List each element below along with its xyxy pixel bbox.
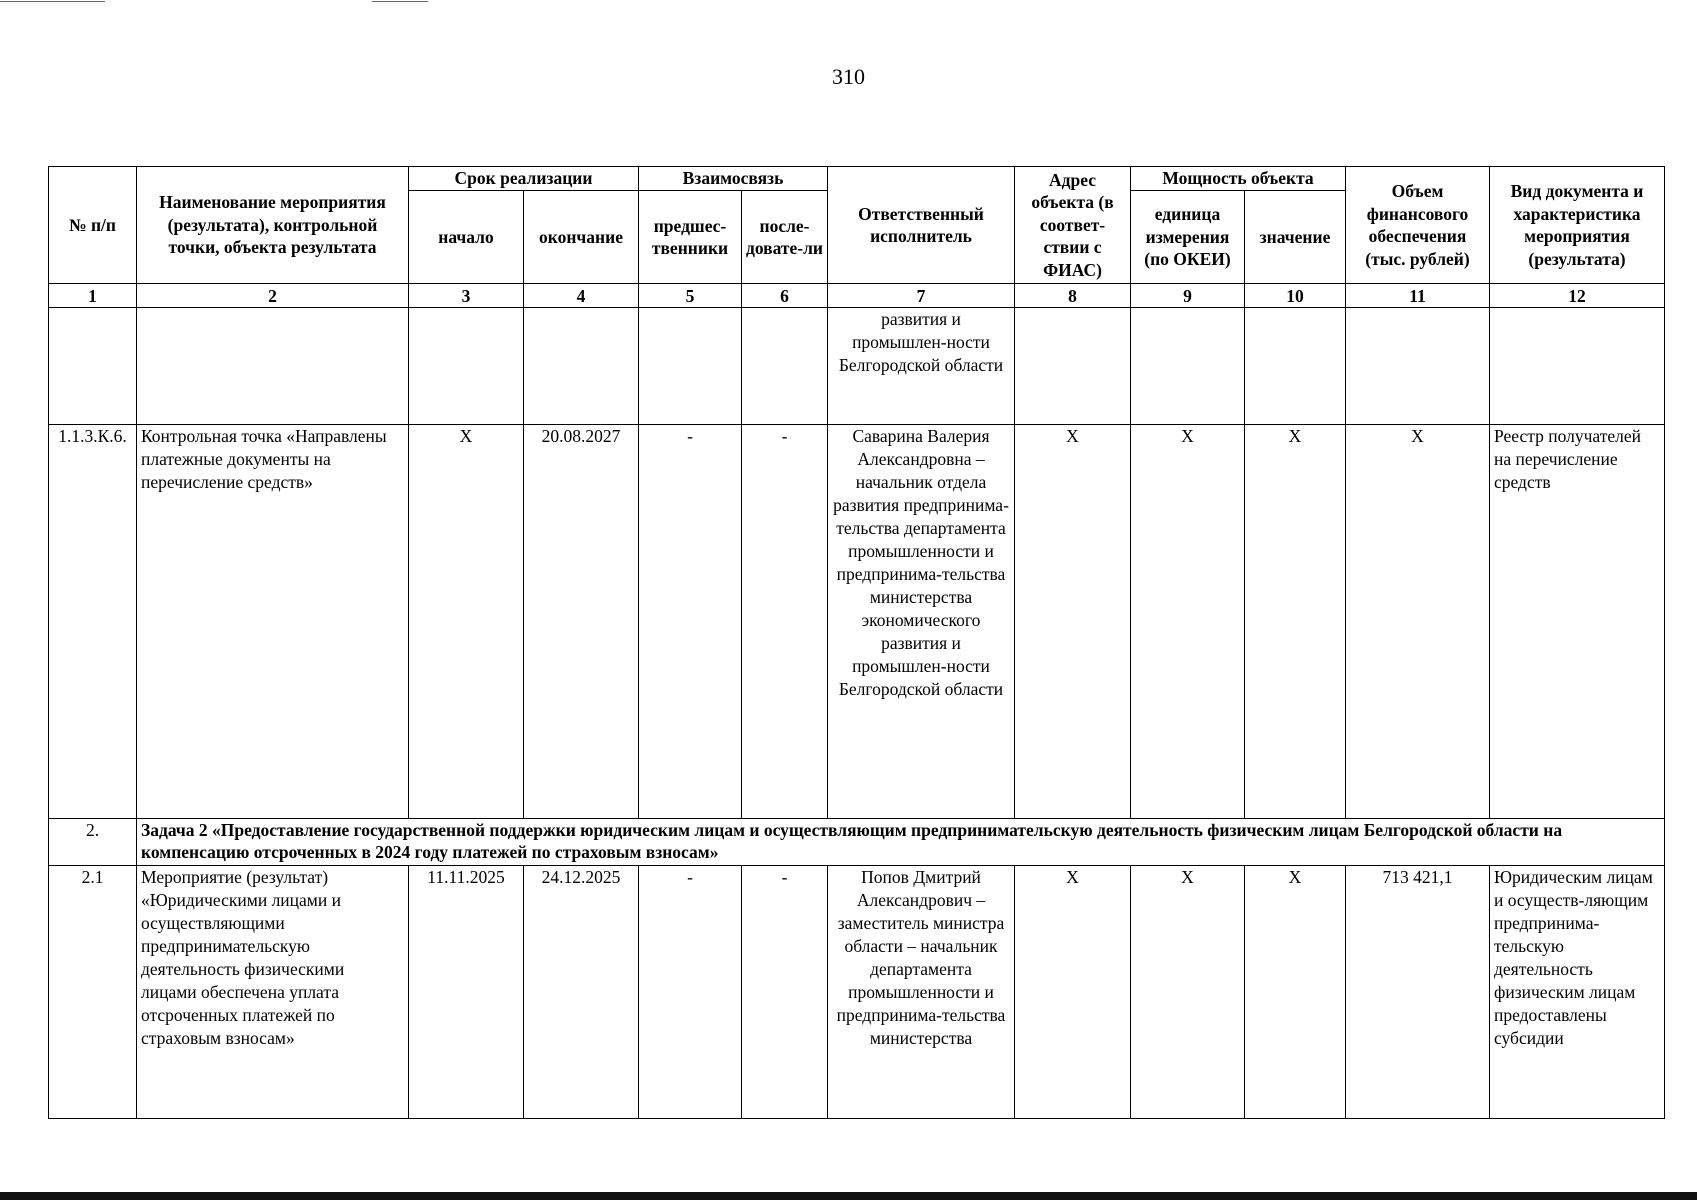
col-header-value: значение xyxy=(1245,191,1346,284)
column-number: 4 xyxy=(524,284,639,308)
column-number: 2 xyxy=(137,284,409,308)
col-header-start: начало xyxy=(409,191,524,284)
cell-value: X xyxy=(1245,866,1346,1119)
cell-value: X xyxy=(1245,425,1346,819)
cell-doc: Юридическим лицам и осуществ-ляющим предпринима-тельскую деятельность физическим лицам предоставлены субсидии xyxy=(1490,866,1665,1119)
table-row xyxy=(49,425,1665,819)
col-header-unit: единица измерения (по ОКЕИ) xyxy=(1131,191,1245,284)
col-header-name: Наименование мероприятия (результата), контрольной точки, объекта результата xyxy=(137,167,409,284)
task-num: 2. xyxy=(49,819,137,866)
cell-succ: - xyxy=(742,866,828,1119)
cell-name xyxy=(137,308,409,425)
col-header-pred: предшес-твенники xyxy=(639,191,742,284)
cell-address: X xyxy=(1015,866,1131,1119)
col-header-num: № п/п xyxy=(49,167,137,284)
measures-table xyxy=(48,166,1665,1119)
cell-unit: X xyxy=(1131,866,1245,1119)
column-number-row xyxy=(49,284,1665,308)
col-header-responsible: Ответственный исполнитель xyxy=(828,167,1015,284)
cell-responsible: развития и промышлен-ности Белгородской области xyxy=(828,308,1015,425)
cell-succ: - xyxy=(742,425,828,819)
cell-num: 1.1.3.К.6. xyxy=(49,425,137,819)
cell-responsible: Попов Дмитрий Александрович – заместитель министра области – начальник департамента промышленности и предпринима-тельства министерства xyxy=(828,866,1015,1119)
column-number: 1 xyxy=(49,284,137,308)
cell-num xyxy=(49,308,137,425)
cell-start: X xyxy=(409,425,524,819)
cell-name: Мероприятие (результат) «Юридическими лицами и осуществляющими предпринимательскую деятельность физическими лицами обеспечена уплата отсроченных платежей по страховым взносам» xyxy=(137,866,409,1119)
task-row xyxy=(49,819,1665,866)
table-row xyxy=(49,866,1665,1119)
column-number: 10 xyxy=(1245,284,1346,308)
cell-end: 24.12.2025 xyxy=(524,866,639,1119)
page-number: 310 xyxy=(832,64,865,89)
cell-doc xyxy=(1490,308,1665,425)
column-number: 8 xyxy=(1015,284,1131,308)
column-number: 3 xyxy=(409,284,524,308)
cell-end: 20.08.2027 xyxy=(524,425,639,819)
table-row xyxy=(49,308,1665,425)
cell-num: 2.1 xyxy=(49,866,137,1119)
cell-unit: X xyxy=(1131,425,1245,819)
cell-volume xyxy=(1346,308,1490,425)
cell-name: Контрольная точка «Направлены платежные документы на перечисление средств» xyxy=(137,425,409,819)
cell-unit xyxy=(1131,308,1245,425)
col-header-doc: Вид документа и характеристика мероприятия (результата) xyxy=(1490,167,1665,284)
column-number: 5 xyxy=(639,284,742,308)
col-header-term: Срок реализации xyxy=(409,167,639,191)
scan-edge-line xyxy=(0,1,105,2)
cell-succ xyxy=(742,308,828,425)
col-header-end: окончание xyxy=(524,191,639,284)
cell-address: X xyxy=(1015,425,1131,819)
column-number: 7 xyxy=(828,284,1015,308)
cell-start xyxy=(409,308,524,425)
scan-bottom-edge xyxy=(0,1192,1697,1200)
column-number: 11 xyxy=(1346,284,1490,308)
cell-volume: X xyxy=(1346,425,1490,819)
col-header-link: Взаимосвязь xyxy=(639,167,828,191)
col-header-succ: после-довате-ли xyxy=(742,191,828,284)
cell-end xyxy=(524,308,639,425)
col-header-address: Адрес объекта (в соответ-ствии с ФИАС) xyxy=(1015,167,1131,284)
cell-responsible: Саварина Валерия Александровна – начальник отдела развития предпринима-тельства департамента промышленности и предпринима-тельства министерства экономического развития и промышлен-ности Белгородской области xyxy=(828,425,1015,819)
cell-volume: 713 421,1 xyxy=(1346,866,1490,1119)
header-row xyxy=(49,167,1665,191)
cell-start: 11.11.2025 xyxy=(409,866,524,1119)
column-number: 12 xyxy=(1490,284,1665,308)
cell-pred: - xyxy=(639,425,742,819)
column-number: 6 xyxy=(742,284,828,308)
cell-pred xyxy=(639,308,742,425)
col-header-volume: Объем финансового обеспечения (тыс. рублей) xyxy=(1346,167,1490,284)
task-title: Задача 2 «Предоставление государственной поддержки юридическим лицам и осуществляющим предпринимательскую деятельность физическим лицам Белгородской области на компенсацию отсроченных в 2024 году платежей по страховым взносам» xyxy=(137,819,1665,866)
col-header-capacity: Мощность объекта xyxy=(1131,167,1346,191)
column-number: 9 xyxy=(1131,284,1245,308)
cell-value xyxy=(1245,308,1346,425)
cell-address xyxy=(1015,308,1131,425)
cell-doc: Реестр получателей на перечисление средств xyxy=(1490,425,1665,819)
cell-pred: - xyxy=(639,866,742,1119)
scan-edge-line xyxy=(372,1,428,2)
